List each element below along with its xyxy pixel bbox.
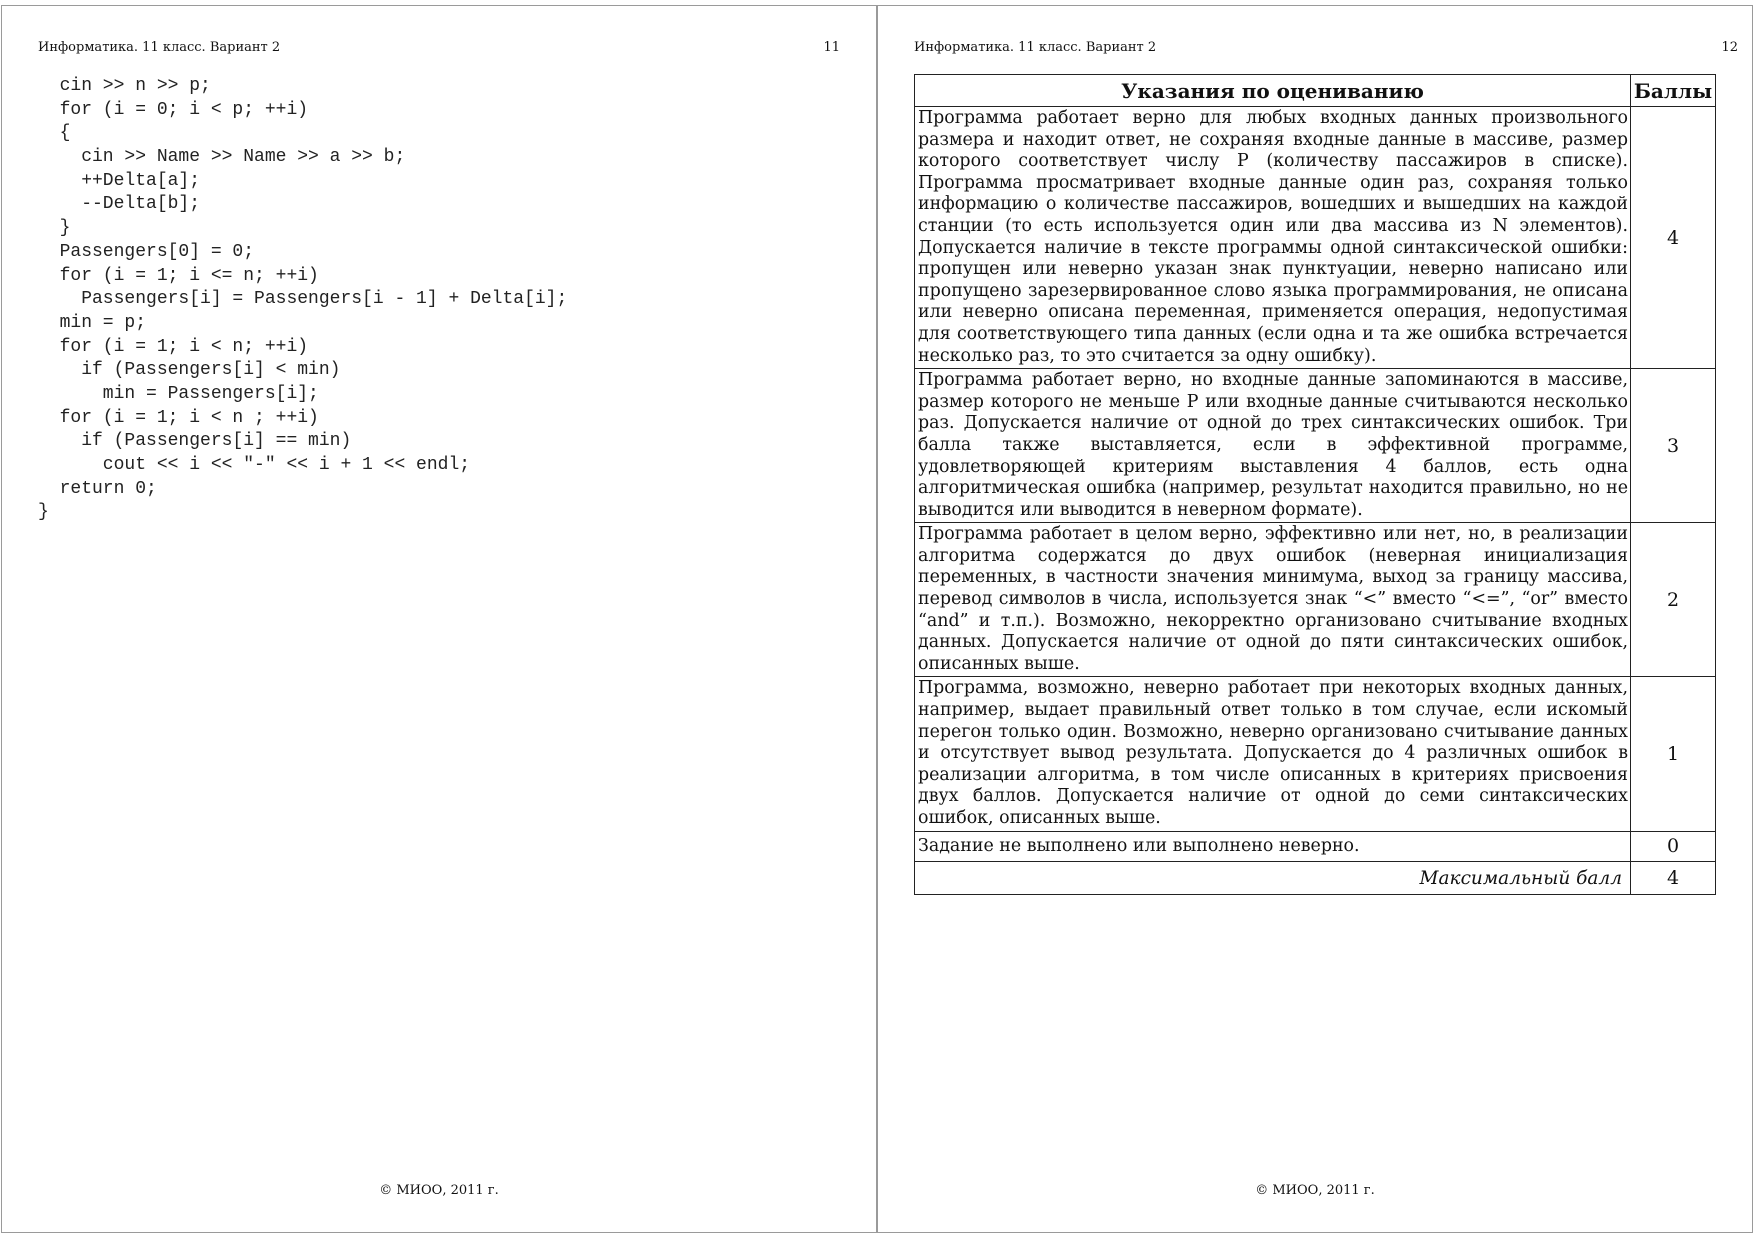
criteria-text: Программа работает верно, но входные данные запоминаются в массиве, размер которого не меньше P или входные данные считываются несколько раз. Допускается наличие от одной до трех синтаксических ошибок. Три балла также выставляется, если в эффективной программе, удовлетворяющей критериям выставления 4 баллов, есть одна алгоритмическая ошибка (например, результат находится правильно, но не выводится или выводится в неверном формате). (915, 369, 1631, 523)
code-line: for (i = 0; i < p; ++i) (38, 99, 309, 120)
left-page-number: 11 (823, 40, 840, 55)
code-line: if (Passengers[i] == min) (38, 431, 352, 452)
code-line: for (i = 1; i <= n; ++i) (38, 265, 319, 286)
criteria-column-header: Указания по оцениванию (915, 75, 1631, 107)
left-page (1, 5, 877, 1233)
code-line: cout << i << "-" << i + 1 << endl; (38, 455, 471, 475)
code-line: min = Passengers[i]; (38, 383, 319, 404)
points-value: 1 (1631, 677, 1716, 831)
criteria-text: Задание не выполнено или выполнено неверно. (915, 831, 1631, 862)
table-row (915, 107, 1716, 369)
code-line: cin >> n >> p; (38, 76, 211, 96)
max-score-row (915, 862, 1716, 895)
table-row (915, 369, 1716, 523)
max-score-label: Максимальный балл (915, 862, 1631, 895)
points-value: 4 (1631, 107, 1716, 369)
code-line: } (38, 502, 49, 523)
max-score-value: 4 (1631, 862, 1716, 895)
right-page (877, 5, 1753, 1233)
table-row (915, 677, 1716, 831)
right-header-title: Информатика. 11 класс. Вариант 2 (914, 40, 1157, 55)
points-value: 3 (1631, 369, 1716, 523)
criteria-text: Программа работает в целом верно, эффективно или нет, но, в реализации алгоритма содержатся до двух ошибок (неверная инициализация переменных, в частности значения минимума, выход за границу массива, перевод символов в числа, используется знак “<” вместо “<=”, “or” вместо “and” и т.п.). Возможно, некорректно организовано считывание входных данных. Допускается наличие от одной до пяти синтаксических ошибок, описанных выше. (915, 523, 1631, 677)
code-line: for (i = 1; i < n; ++i) (38, 336, 309, 357)
criteria-text: Программа работает верно для любых входных данных произвольного размера и находит ответ, не сохраняя входные данные в массиве, размер которого соответствует числу P (количеству пассажиров в списке). Программа просматривает входные данные один раз, сохраняя только информацию о количестве пассажиров, вошедших и вышедших на каждой станции (то есть используется один или два массива из N элементов). Допускается наличие в тексте программы одной синтаксической ошибки: пропущен или неверно указан знак пунктуации, неверно написано или пропущено зарезервированное слово языка программирования, не описана или неверно описана переменная, применяется операция, недопустимая для соответствующего типа данных (если одна и та же ошибка встречается несколько раз, то это считается за одну ошибку). (915, 107, 1631, 369)
code-line: cin >> Name >> Name >> a >> b; (38, 147, 406, 168)
table-header-row (915, 75, 1716, 107)
code-line: --Delta[b]; (38, 194, 201, 215)
points-column-header: Баллы (1631, 75, 1716, 107)
criteria-text: Программа, возможно, неверно работает при некоторых входных данных, например, выдает правильный ответ только в том случае, если искомый перегон только один. Возможно, неверно организовано считывание данных и отсутствует вывод результата. Допускается до 4 различных ошибок в реализации алгоритма, в том числе описанных в критериях присвоения двух баллов. Допускается наличие от одной до семи синтаксических ошибок, описанных выше. (915, 677, 1631, 831)
points-value: 0 (1631, 831, 1716, 862)
code-line: Passengers[0] = 0; (38, 241, 255, 262)
code-line: } (38, 218, 71, 239)
right-footer: © МИОО, 2011 г. (1255, 1183, 1375, 1198)
code-listing (38, 75, 567, 525)
code-line: { (38, 123, 71, 144)
code-line: return 0; (38, 478, 157, 499)
points-value: 2 (1631, 523, 1716, 677)
code-line: for (i = 1; i < n ; ++i) (38, 407, 319, 428)
code-line: Passengers[i] = Passengers[i - 1] + Delta[i]; (38, 289, 568, 310)
code-line: min = p; (38, 312, 147, 333)
code-line: if (Passengers[i] < min) (38, 360, 341, 381)
left-footer: © МИОО, 2011 г. (379, 1183, 499, 1198)
right-page-number: 12 (1721, 40, 1738, 55)
grading-table (914, 74, 1716, 895)
code-line: ++Delta[a]; (38, 170, 201, 191)
table-row (915, 523, 1716, 677)
table-row (915, 831, 1716, 862)
left-header-title: Информатика. 11 класс. Вариант 2 (38, 40, 281, 55)
